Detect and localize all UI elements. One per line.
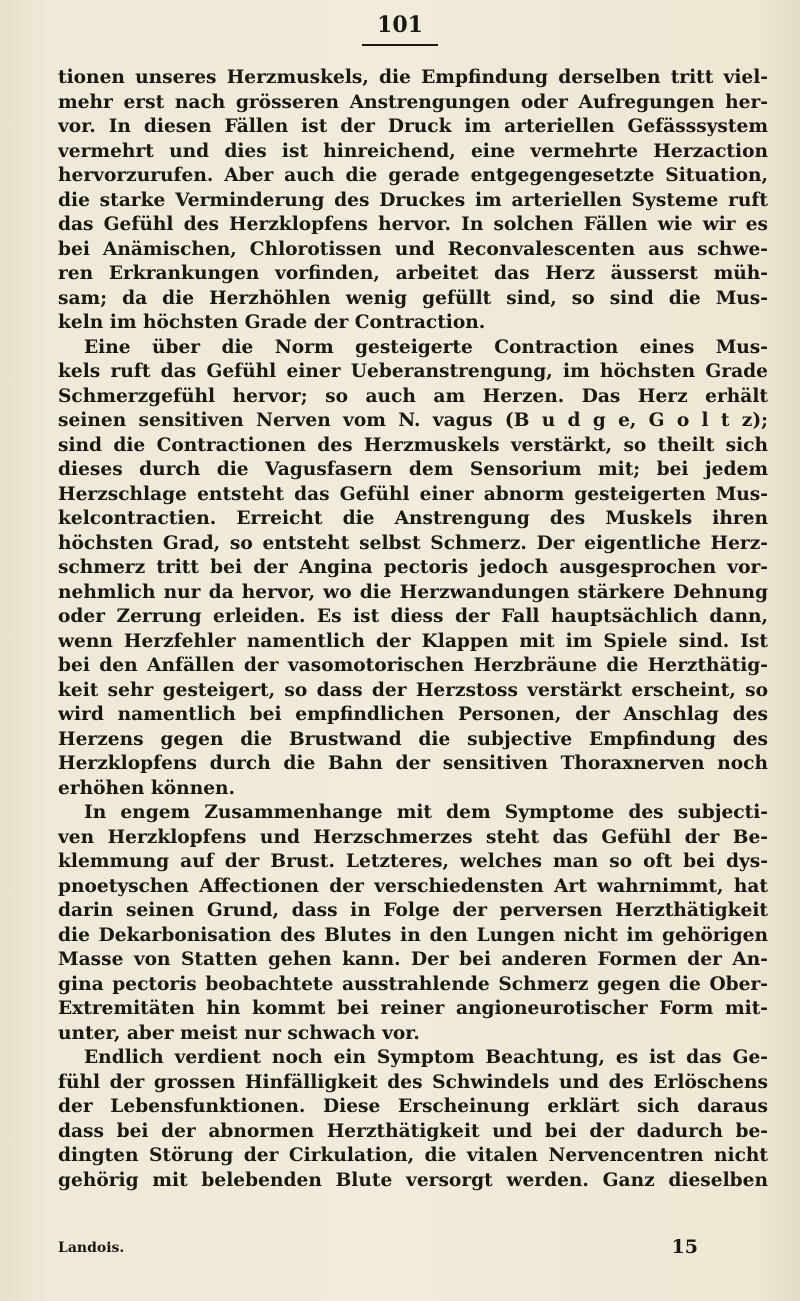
text-line: Endlich verdient noch ein Symptom Beachtung, es ist das Ge- [84, 1047, 768, 1068]
text-line: kels ruft das Gefühl einer Ueberanstrengung, im höchsten Grade [58, 361, 768, 382]
text-line: Herzschlage entsteht das Gefühl einer abnorm gesteigerten Mus- [58, 483, 768, 505]
page-number: 101 [377, 12, 423, 38]
text-line: erhöhen können. [58, 777, 236, 799]
text-line: nehmlich nur da hervor, wo die Herzwandungen stärkere Dehnung [58, 581, 768, 603]
text-line: vor. In diesen Fällen ist der Druck im arteriellen Gefässsystem [58, 116, 768, 137]
text-line: die Dekarbonisation des Blutes in den Lungen nicht im gehörigen [58, 924, 768, 946]
text-line: Herzens gegen die Brustwand die subjective Empfindung des [58, 728, 768, 750]
text-line: wird namentlich bei empfindlichen Personen, der Anschlag des [58, 704, 768, 725]
page-footer [58, 1236, 698, 1260]
body-text [58, 66, 768, 1193]
page-number-rule [362, 44, 438, 46]
footer-author: Landois. [58, 1240, 125, 1256]
text-line: seinen sensitiven Nerven vom N. vagus (B u d g e, G o l t z); [58, 410, 768, 431]
text-line: Extremitäten hin kommt bei reiner angioneurotischer Form mit- [58, 998, 768, 1019]
text-line: das Gefühl des Herzklopfens hervor. In solchen Fällen wie wir es [58, 214, 768, 235]
text-line: die starke Verminderung des Druckes im arteriellen Systeme ruft [58, 189, 768, 211]
text-line: der Lebensfunktionen. Diese Erscheinung erklärt sich daraus [58, 1096, 768, 1117]
text-line: gina pectoris beobachtete ausstrahlende Schmerz gegen die Ober- [58, 973, 768, 995]
text-line: Schmerzgefühl hervor; so auch am Herzen. Das Herz erhält [58, 385, 768, 407]
text-line: ven Herzklopfens und Herzschmerzes steht das Gefühl der Be- [58, 826, 768, 848]
text-line: gehörig mit belebenden Blute versorgt werden. Ganz dieselben [58, 1169, 768, 1191]
text-line: vermehrt und dies ist hinreichend, eine vermehrte Herzaction [58, 140, 768, 162]
text-line: dieses durch die Vagusfasern dem Sensorium mit; bei jedem [58, 459, 768, 480]
text-line: Eine über die Norm gesteigerte Contraction eines Mus- [84, 336, 768, 358]
text-line: keln im höchsten Grade der Contraction. [58, 312, 486, 333]
text-line: klemmung auf der Brust. Letzteres, welches man so oft bei dys- [58, 851, 768, 872]
text-line: schmerz tritt bei der Angina pectoris jedoch ausgesprochen vor- [58, 557, 768, 578]
text-line: dingten Störung der Cirkulation, die vitalen Nervencentren nicht [58, 1145, 768, 1166]
text-line: oder Zerrung erleiden. Es ist diess der Fall hauptsächlich dann, [58, 606, 768, 627]
footer-signature-mark: 15 [671, 1236, 698, 1258]
text-line: Masse von Statten gehen kann. Der bei anderen Formen der An- [58, 949, 768, 970]
text-line: tionen unseres Herzmuskels, die Empfindung derselben tritt viel- [58, 67, 768, 88]
text-line: kelcontractien. Erreicht die Anstrengung des Muskels ihren [58, 508, 768, 529]
text-line: mehr erst nach grösseren Anstrengungen oder Aufregungen her- [58, 91, 768, 113]
text-line: ren Erkrankungen vorfinden, arbeitet das Herz äusserst müh- [58, 263, 768, 284]
text-line: unter, aber meist nur schwach vor. [58, 1022, 420, 1044]
text-line: In engem Zusammenhange mit dem Symptome des subjecti- [84, 802, 768, 823]
text-line: höchsten Grad, so entsteht selbst Schmerz. Der eigentliche Herz- [58, 532, 768, 554]
text-line: pnoetyschen Affectionen der verschiedensten Art wahrnimmt, hat [58, 875, 768, 897]
text-line: dass bei der abnormen Herzthätigkeit und bei der dadurch be- [58, 1120, 768, 1142]
text-line: bei den Anfällen der vasomotorischen Herzbräune die Herzthätig- [58, 655, 768, 676]
text-line: sind die Contractionen des Herzmuskels verstärkt, so theilt sich [58, 434, 768, 456]
text-line: wenn Herzfehler namentlich der Klappen mit im Spiele sind. Ist [58, 630, 768, 652]
text-line: Herzklopfens durch die Bahn der sensitiven Thoraxnerven noch [58, 753, 768, 774]
text-line: keit sehr gesteigert, so dass der Herzstoss verstärkt erscheint, so [58, 679, 768, 701]
text-line: hervorzurufen. Aber auch die gerade entgegengesetzte Situation, [58, 165, 768, 186]
text-line: darin seinen Grund, dass in Folge der perversen Herzthätigkeit [58, 900, 768, 921]
text-line: bei Anämischen, Chlorotissen und Reconvalescenten aus schwe- [58, 238, 768, 260]
text-line: sam; da die Herzhöhlen wenig gefüllt sind, so sind die Mus- [58, 287, 768, 309]
text-line: fühl der grossen Hinfälligkeit des Schwindels und des Erlöschens [58, 1071, 768, 1093]
